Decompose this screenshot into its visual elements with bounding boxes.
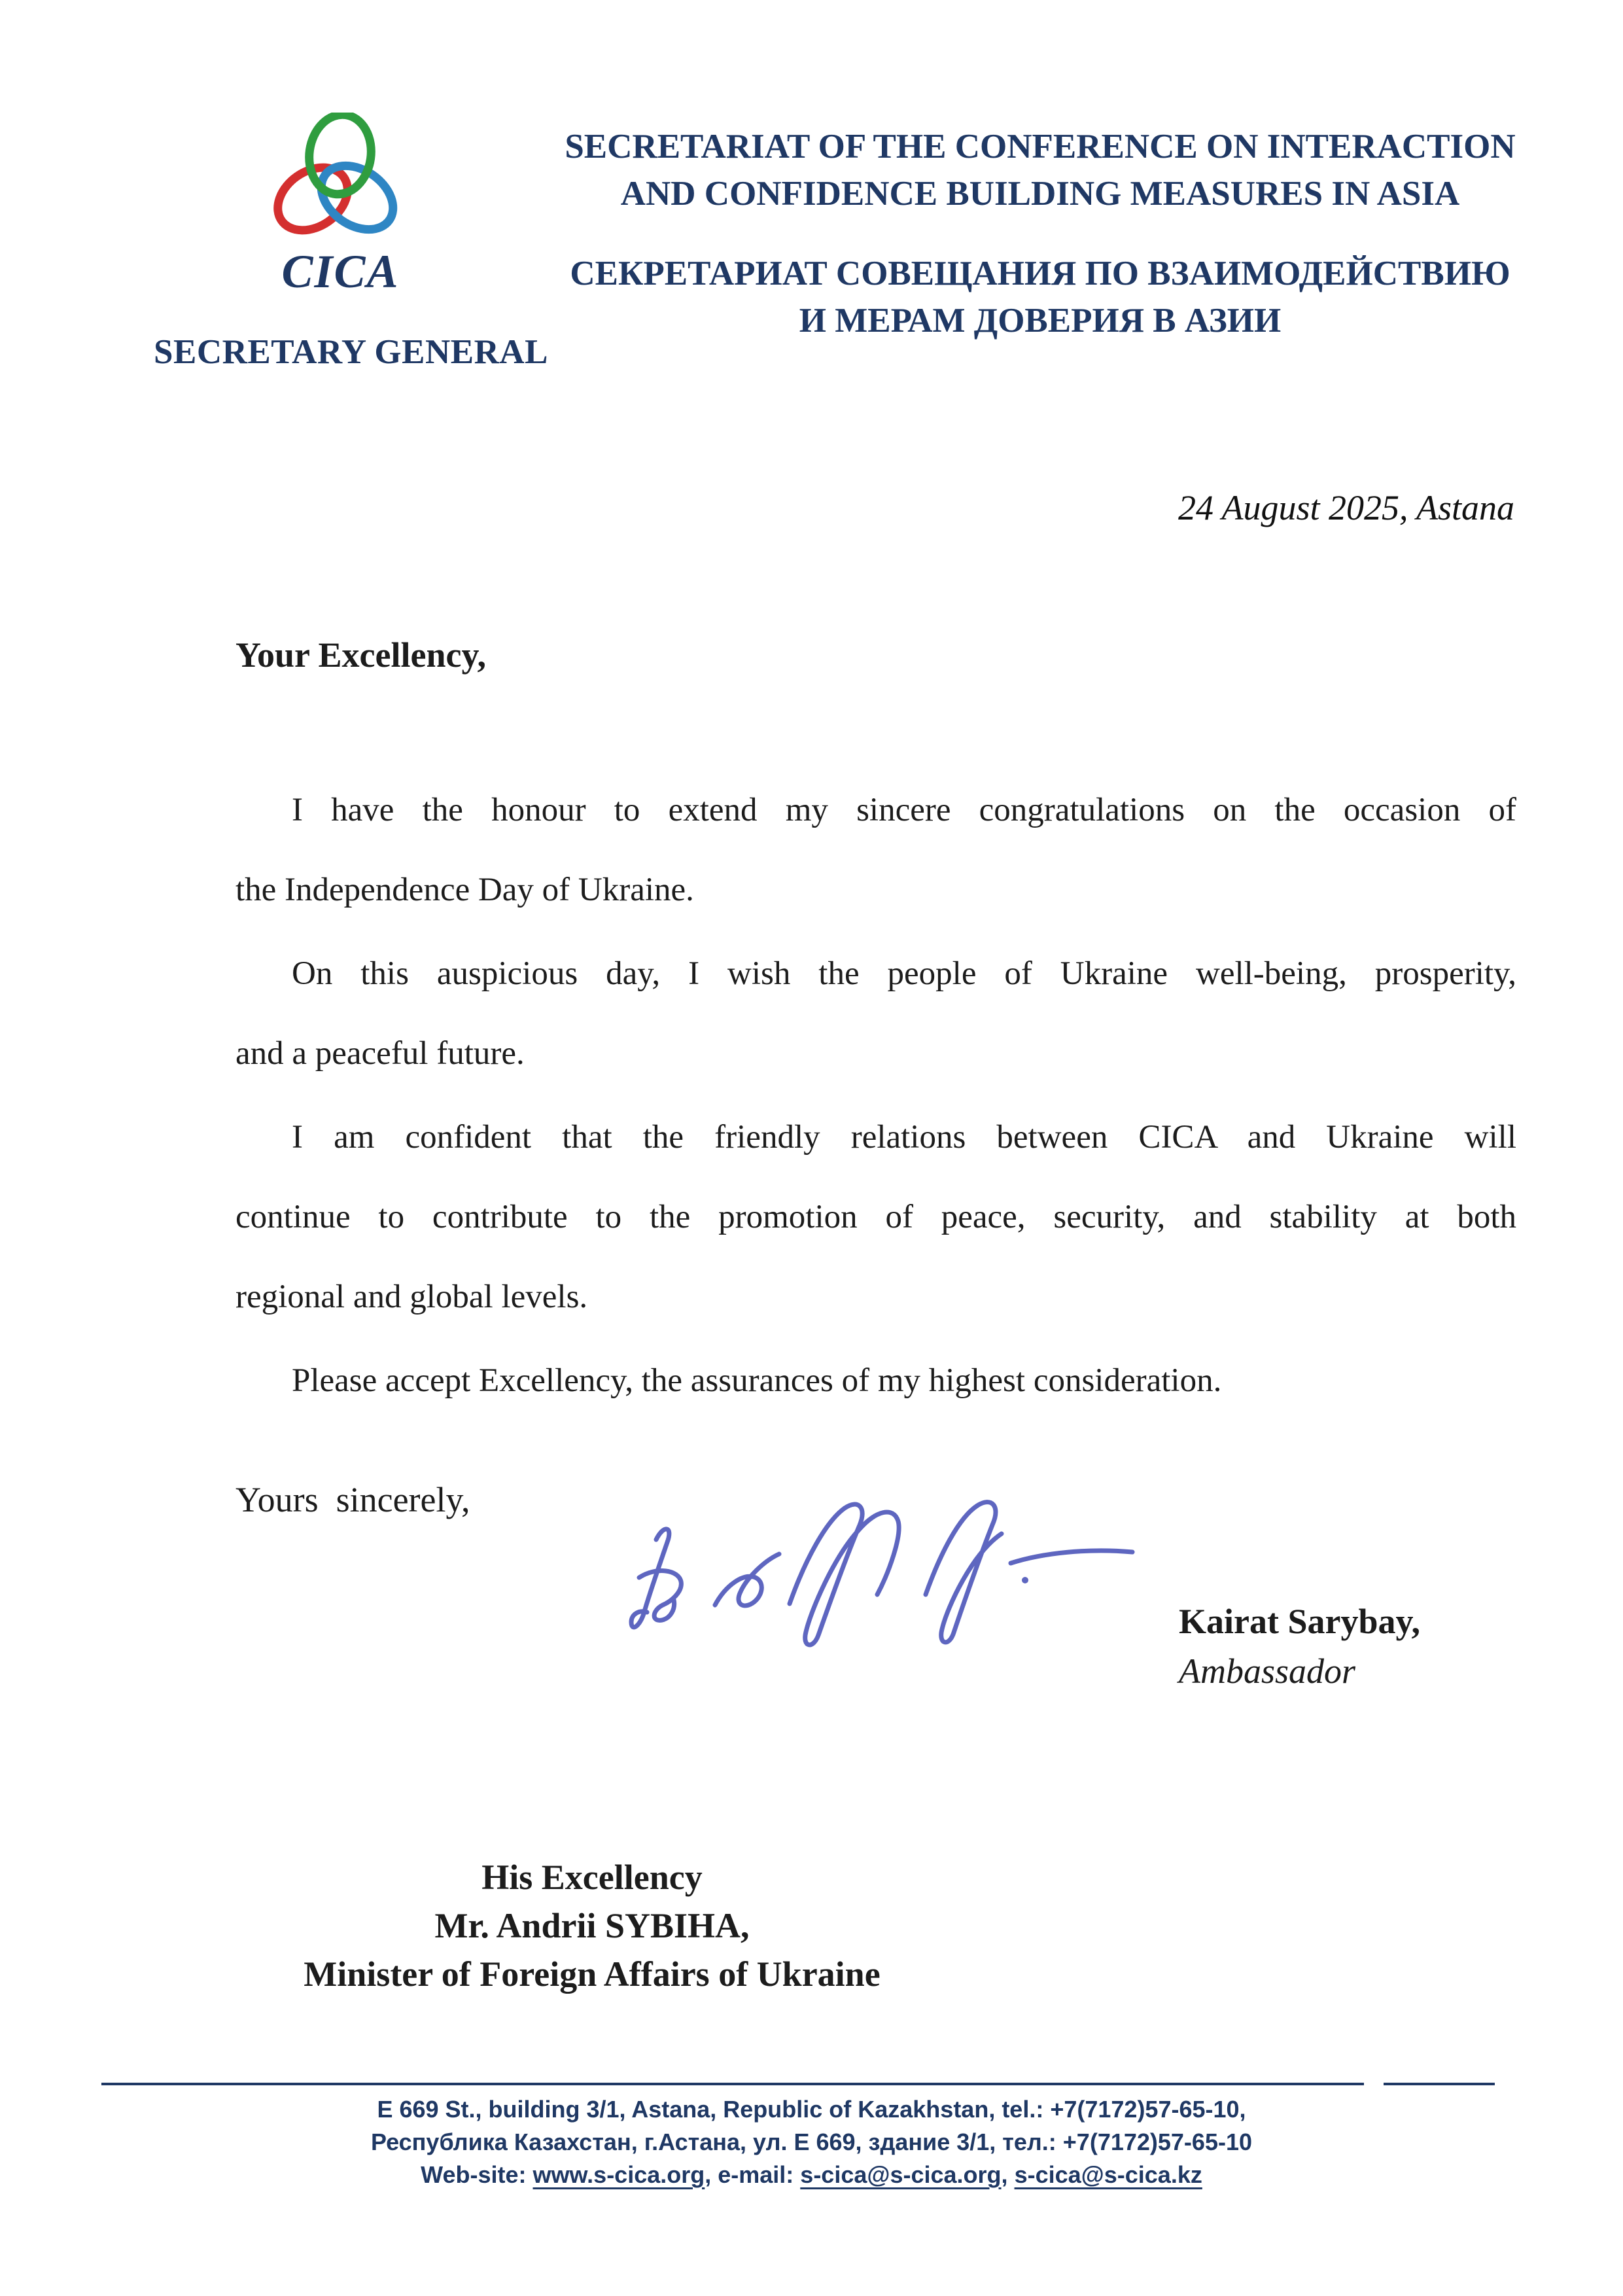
org-name-russian — [556, 250, 1524, 344]
signature-dot — [1022, 1577, 1028, 1583]
signature-stroke — [1011, 1551, 1132, 1563]
body-line: On this auspicious day, I wish the people of Ukraine well-being, prosperity, — [292, 955, 1516, 992]
body-line: continue to contribute to the promotion of peace, security, and stability at both — [236, 1199, 1516, 1235]
salutation: Your Excellency, — [236, 635, 486, 675]
logo-wordmark: CICA — [281, 245, 400, 298]
paragraph-2 — [236, 934, 1516, 1093]
signer-title: Ambassador — [1179, 1651, 1356, 1691]
footer-rule-left — [101, 2083, 1364, 2085]
footer-address-en: E 669 St., building 3/1, Astana, Republic of Kazakhstan, tel.: +7(7172)57-65-10, — [377, 2096, 1246, 2123]
addressee-line: Minister of Foreign Affairs of Ukraine — [304, 1954, 881, 1994]
paragraph-1 — [236, 770, 1516, 930]
body-line: the Independence Day of Ukraine. — [236, 872, 694, 908]
signer-block — [1179, 1597, 1420, 1696]
email2-link[interactable]: s-cica@s-cica.kz — [1014, 2161, 1202, 2188]
paragraph-4 — [236, 1341, 1516, 1421]
email1-link[interactable]: s-cica@s-cica.org — [800, 2161, 1002, 2188]
addressee-block — [236, 1853, 949, 1998]
website-link[interactable]: www.s-cica.org — [532, 2161, 705, 2188]
footer-address-ru: Республика Казахстан, г.Астана, ул. Е 669, здание 3/1, тел.: +7(7172)57-65-10 — [371, 2128, 1252, 2155]
footer-rule-right — [1384, 2083, 1495, 2085]
cica-trefoil-logo-icon — [273, 113, 408, 241]
addressee-line: Mr. Andrii SYBIHA, — [434, 1906, 750, 1945]
body-line: Please accept Excellency, the assurances of my highest consideration. — [292, 1362, 1222, 1399]
body-line: I am confident that the friendly relations between CICA and Ukraine will — [292, 1119, 1516, 1156]
logo-block — [273, 113, 408, 299]
signature-stroke — [715, 1554, 779, 1606]
org-name-english — [556, 123, 1524, 217]
footer-email-label: , e-mail: — [705, 2161, 801, 2188]
closing-phrase: Yours sincerely, — [236, 1480, 470, 1519]
footer-links-line — [0, 2159, 1623, 2191]
org-name-ru-line2: И МЕРАМ ДОВЕРИЯ В АЗИИ — [799, 302, 1282, 340]
addressee-line: His Excellency — [481, 1858, 703, 1897]
org-name-en-line2: AND CONFIDENCE BUILDING MEASURES IN ASIA — [620, 175, 1460, 213]
date-line: 24 August 2025, Astana — [1178, 488, 1514, 527]
signer-name: Kairat Sarybay, — [1179, 1602, 1421, 1641]
body-line: I have the honour to extend my sincere congratulations on the occasion of — [292, 792, 1516, 828]
footer-separator: , — [1001, 2161, 1015, 2188]
signature-stroke — [790, 1504, 899, 1645]
body-line: and a peaceful future. — [236, 1035, 525, 1072]
signature-stroke — [926, 1502, 1002, 1642]
sender-title: SECRETARY GENERAL — [154, 333, 548, 371]
body-line: regional and global levels. — [236, 1279, 588, 1315]
letter-body — [236, 615, 1516, 1540]
footer-text — [0, 2093, 1623, 2191]
logo-ring-green — [304, 113, 376, 198]
footer-web-label: Web-site: — [421, 2161, 533, 2188]
org-name-ru-line1: СЕКРЕТАРИАТ СОВЕЩАНИЯ ПО ВЗАИМОДЕЙСТВИЮ — [570, 255, 1510, 292]
org-names — [556, 123, 1524, 344]
handwritten-signature-ink — [618, 1475, 1155, 1652]
org-name-en-line1: SECRETARIAT OF THE CONFERENCE ON INTERACTION — [565, 128, 1516, 166]
paragraph-3 — [236, 1097, 1516, 1337]
